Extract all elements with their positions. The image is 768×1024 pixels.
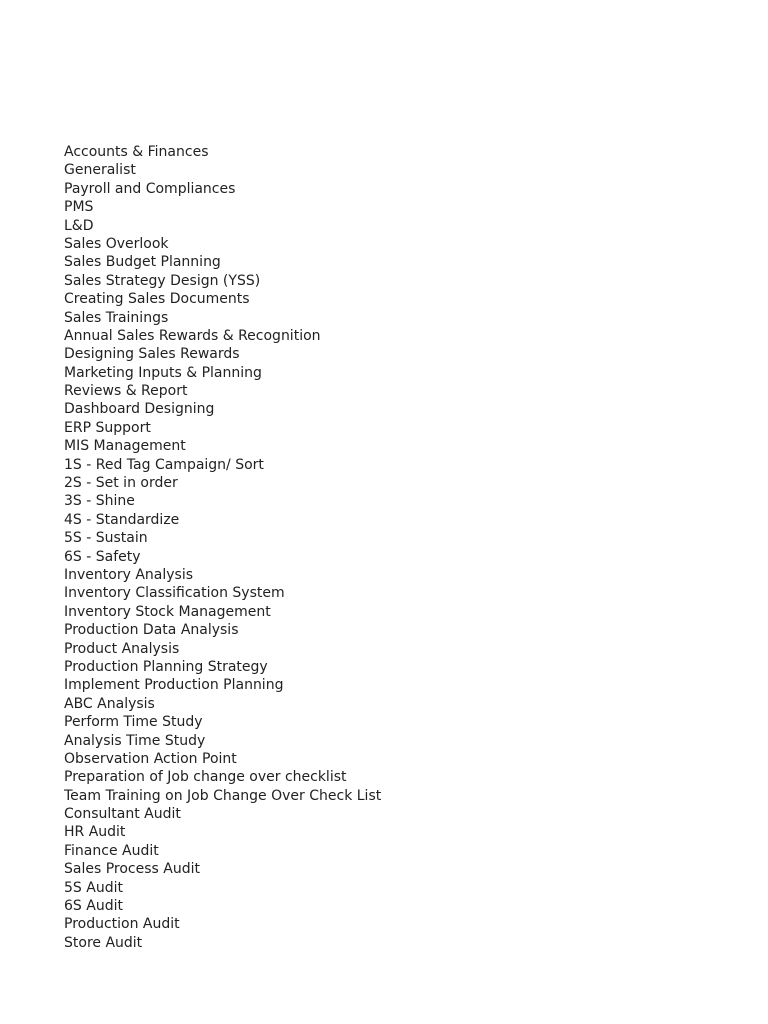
list-item: ABC Analysis: [64, 695, 155, 712]
list-item: Implement Production Planning: [64, 677, 284, 694]
list-item: 1S - Red Tag Campaign/ Sort: [64, 456, 264, 473]
list-item: Inventory Classification System: [64, 585, 285, 602]
list-item: 3S - Shine: [64, 493, 135, 510]
list-item: Production Data Analysis: [64, 622, 239, 639]
list-item: Preparation of Job change over checklist: [64, 769, 347, 786]
list-item: Finance Audit: [64, 842, 159, 859]
list-item: Generalist: [64, 162, 136, 179]
list-item: Inventory Stock Management: [64, 603, 271, 620]
list-item: L&D: [64, 217, 94, 234]
list-item: Perform Time Study: [64, 714, 203, 731]
list-item: Accounts & Finances: [64, 144, 209, 160]
list-item: HR Audit: [64, 824, 126, 841]
list-item: Observation Action Point: [64, 750, 237, 767]
list-item: Team Training on Job Change Over Check List: [64, 787, 382, 804]
list-item: 5S - Sustain: [64, 530, 148, 547]
list-item: Production Audit: [64, 916, 180, 933]
list-item: Sales Overlook: [64, 235, 169, 252]
list-item: 2S - Set in order: [64, 475, 178, 492]
list-item: PMS: [64, 199, 94, 216]
list-item: Sales Process Audit: [64, 861, 200, 878]
list-item: Marketing Inputs & Planning: [64, 364, 262, 381]
list-item: Sales Strategy Design (YSS): [64, 272, 261, 289]
list-item: Dashboard Designing: [64, 401, 215, 418]
service-list: [64, 143, 381, 952]
list-item: ERP Support: [64, 419, 151, 436]
list-item: MIS Management: [64, 438, 186, 455]
list-item: 5S Audit: [64, 879, 123, 896]
list-item: 4S - Standardize: [64, 511, 180, 528]
list-item: 6S Audit: [64, 898, 123, 915]
list-item: Store Audit: [64, 934, 143, 951]
list-item: Creating Sales Documents: [64, 291, 250, 308]
list-item: Designing Sales Rewards: [64, 346, 240, 363]
list-item: Sales Budget Planning: [64, 254, 221, 271]
list-item: Product Analysis: [64, 640, 180, 657]
list-item: Inventory Analysis: [64, 566, 194, 583]
list-item: 6S - Safety: [64, 548, 141, 565]
list-item: Consultant Audit: [64, 806, 181, 823]
list-item: Production Planning Strategy: [64, 658, 268, 675]
list-item: Analysis Time Study: [64, 732, 206, 749]
list-item: Reviews & Report: [64, 383, 188, 400]
list-item: Annual Sales Rewards & Recognition: [64, 327, 321, 344]
list-item: Sales Trainings: [64, 309, 169, 326]
list-item: Payroll and Compliances: [64, 180, 236, 197]
